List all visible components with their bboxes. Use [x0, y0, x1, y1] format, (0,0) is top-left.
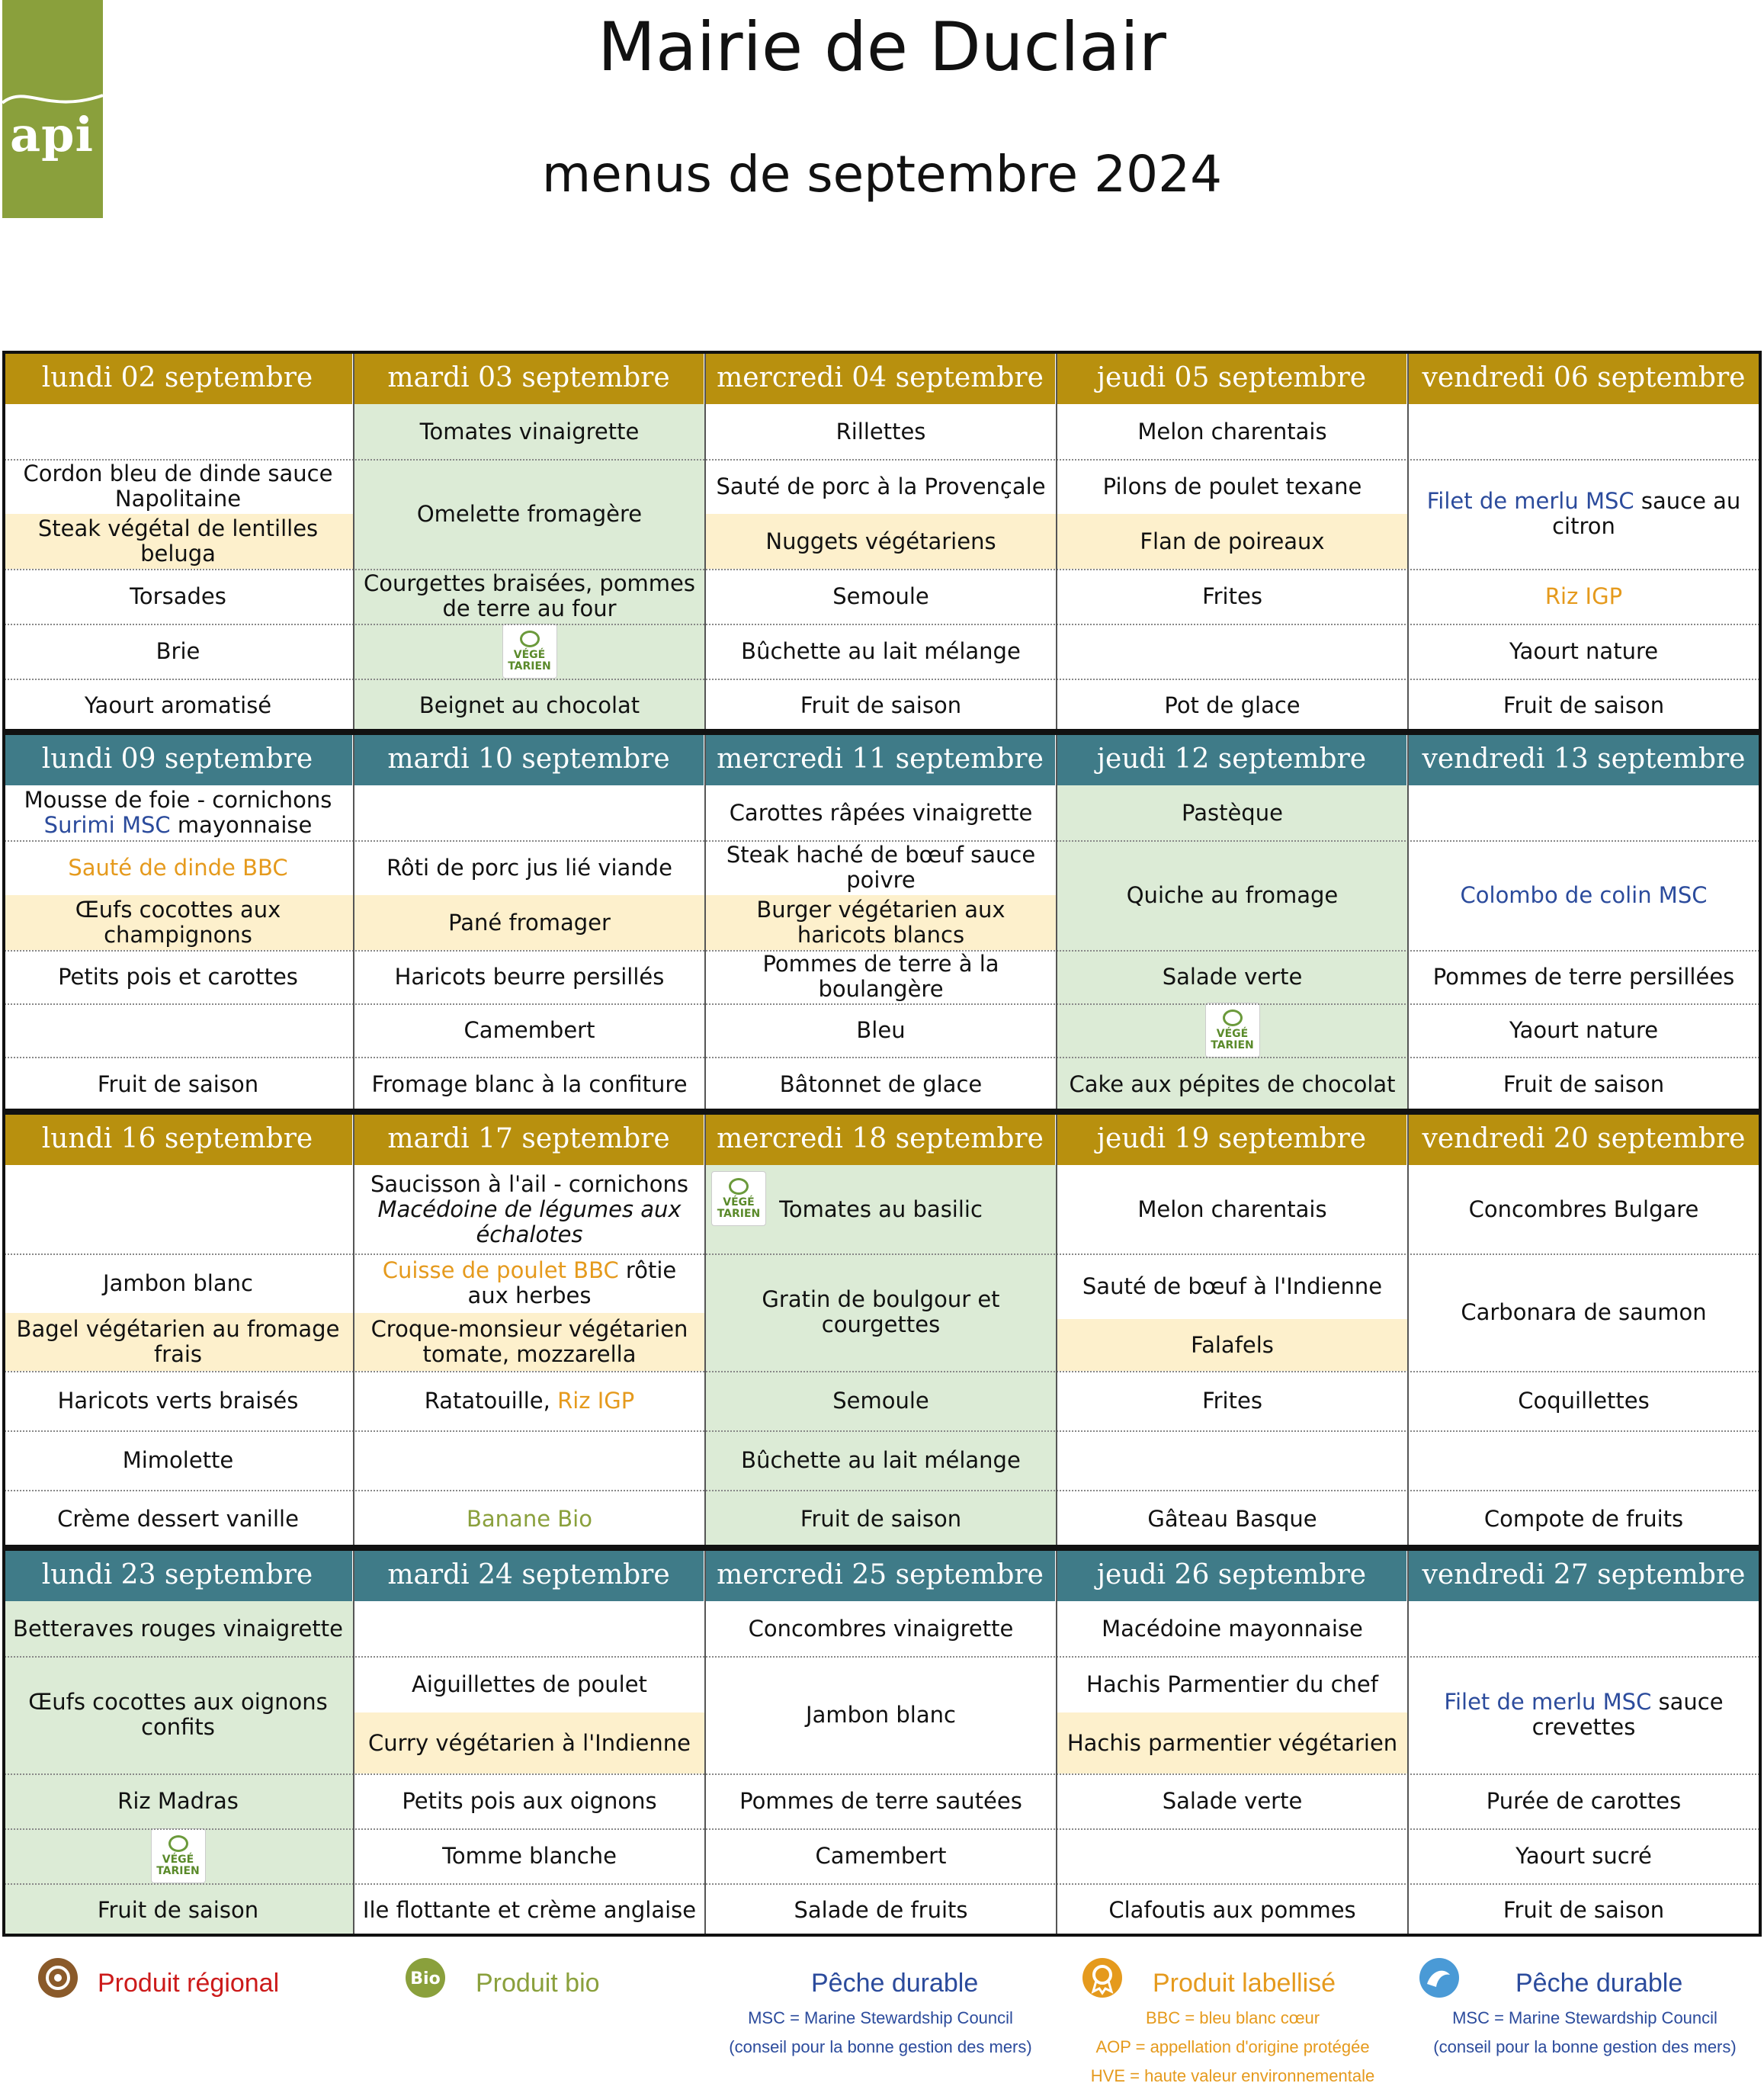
- day-header: vendredi 20 septembre: [1422, 1122, 1746, 1154]
- legend-line: HVE = haute valeur environnementale: [1090, 2066, 1375, 2085]
- entree: Tomates vinaigrette: [419, 418, 640, 445]
- plat-vegetarien: Croque-monsieur végétarien tomate, mozzarella: [354, 1313, 705, 1371]
- legend-item-regional: [0, 1952, 352, 2096]
- fromage: Camembert: [815, 1842, 947, 1869]
- day-header: lundi 23 septembre: [2, 1548, 354, 1601]
- entree: Macédoine mayonnaise: [1102, 1615, 1363, 1642]
- plat-vegetarien: Hachis parmentier végétarien: [1057, 1712, 1408, 1773]
- plat-vegetarien: Flan de poireaux: [1057, 514, 1408, 569]
- dessert: Pot de glace: [1164, 692, 1301, 718]
- day-header: jeudi 05 septembre: [1057, 351, 1408, 404]
- dessert: Compote de fruits: [1483, 1505, 1684, 1532]
- plat: Omelette fromagère: [416, 500, 643, 527]
- entree: Melon charentais: [1137, 418, 1327, 445]
- label-icon: [1081, 1956, 1124, 1999]
- day-header: mardi 24 septembre: [354, 1548, 705, 1601]
- legend-label: Produit labellisé: [1153, 1969, 1336, 1998]
- fromage: Bleu: [856, 1016, 906, 1043]
- plat: Jambon blanc: [103, 1269, 253, 1296]
- day-header: mardi 17 septembre: [354, 1112, 705, 1165]
- accompagnement: Salade verte: [1162, 1787, 1303, 1814]
- plat: Filet de merlu MSC sauce au citron: [1426, 488, 1741, 539]
- fromage: Camembert: [463, 1016, 595, 1043]
- dessert: Gâteau Basque: [1147, 1505, 1317, 1532]
- legend-line: (conseil pour la bonne gestion des mers): [1433, 2037, 1737, 2056]
- accompagnement: Pommes de terre persillées: [1432, 963, 1735, 990]
- legend-line: MSC = Marine Stewardship Council: [748, 2008, 1013, 2027]
- accompagnement: Pommes de terre à la boulangère: [762, 951, 999, 1002]
- accompagnement: Purée de carottes: [1486, 1787, 1682, 1814]
- vegetarien-icon: VÉGÉ TARIEN: [502, 624, 557, 679]
- entree: Betteraves rouges vinaigrette: [13, 1615, 343, 1642]
- plat-vegetarien: Curry végétarien à l'Indienne: [354, 1712, 705, 1773]
- dessert: Fruit de saison: [800, 1505, 962, 1532]
- plat: Jambon blanc: [806, 1701, 956, 1728]
- dessert: Fromage blanc à la confiture: [371, 1070, 688, 1097]
- wave-icon: [1418, 1956, 1461, 1999]
- dessert: Clafoutis aux pommes: [1108, 1896, 1356, 1923]
- plat-vegetarien: Falafels: [1057, 1319, 1408, 1371]
- regional-icon: [37, 1956, 79, 1999]
- page-subtitle: menus de septembre 2024: [541, 145, 1223, 204]
- entree: Concombres vinaigrette: [748, 1615, 1014, 1642]
- plat: Aiguillettes de poulet: [412, 1671, 647, 1697]
- accompagnement: Courgettes braisées, pommes de terre au four: [363, 570, 696, 621]
- dessert: Cake aux pépites de chocolat: [1069, 1070, 1396, 1097]
- plat: Hachis Parmentier du chef: [1086, 1671, 1378, 1697]
- legend-line: AOP = appellation d'origine protégée: [1095, 2037, 1370, 2056]
- fromage: Yaourt sucré: [1515, 1842, 1652, 1869]
- fromage: Mimolette: [122, 1446, 234, 1473]
- day-header: mardi 03 septembre: [354, 351, 705, 404]
- legend-label: Pêche durable: [811, 1969, 979, 1998]
- fromage: Yaourt nature: [1509, 1016, 1659, 1043]
- fromage: Yaourt nature: [1509, 637, 1659, 664]
- entree: Saucisson à l'ail - cornichons Macédoine de légumes aux échalotes: [370, 1170, 689, 1247]
- accompagnement: Petits pois aux oignons: [402, 1787, 657, 1814]
- plat: Pilons de poulet texane: [1102, 473, 1362, 499]
- legend-line: MSC = Marine Stewardship Council: [1452, 2008, 1717, 2027]
- day-header: lundi 02 septembre: [2, 351, 354, 404]
- legend: [0, 1952, 1764, 2096]
- legend-item-bio: [352, 1952, 704, 2096]
- fromage: Bûchette au lait mélange: [741, 637, 1021, 664]
- accompagnement: Salade verte: [1162, 963, 1303, 990]
- plat: Rôti de porc jus lié viande: [386, 854, 672, 881]
- accompagnement: Semoule: [832, 1387, 929, 1414]
- plat-vegetarien: Nuggets végétariens: [705, 514, 1057, 569]
- vegetarien-icon: VÉGÉ TARIEN: [711, 1171, 766, 1226]
- accompagnement: Riz IGP: [1544, 583, 1623, 609]
- legend-label: Produit bio: [476, 1969, 600, 1998]
- plat-vegetarien: Œufs cocottes aux champignons: [2, 895, 354, 950]
- plat: Sauté de bœuf à l'Indienne: [1082, 1273, 1383, 1299]
- day-header: vendredi 13 septembre: [1422, 743, 1746, 775]
- dessert: Fruit de saison: [97, 1896, 259, 1923]
- dessert: Bâtonnet de glace: [779, 1070, 983, 1097]
- vegetarien-icon: VÉGÉ TARIEN: [1205, 1003, 1260, 1058]
- plat: Steak haché de bœuf sauce poivre: [726, 842, 1036, 893]
- day-header: vendredi 06 septembre: [1422, 361, 1746, 393]
- accompagnement: Pommes de terre sautées: [739, 1787, 1022, 1814]
- plat: Œufs cocottes aux oignons confits: [28, 1689, 328, 1740]
- plat-vegetarien: Steak végétal de lentilles beluga: [2, 514, 354, 569]
- entree: Concombres Bulgare: [1468, 1196, 1699, 1222]
- legend-label: Produit régional: [98, 1969, 280, 1998]
- day-header: jeudi 19 septembre: [1057, 1112, 1408, 1165]
- plat: Colombo de colin MSC: [1460, 881, 1708, 908]
- day-header: jeudi 12 septembre: [1057, 732, 1408, 785]
- entree: Pastèque: [1182, 799, 1283, 826]
- day-header: mercredi 11 septembre: [705, 732, 1057, 785]
- legend-item-peche-durable-2: [1409, 1952, 1761, 2096]
- accompagnement: Torsades: [130, 583, 226, 609]
- plat: Quiche au fromage: [1126, 881, 1339, 908]
- accompagnement: Riz Madras: [117, 1787, 239, 1814]
- fromage: Bûchette au lait mélange: [741, 1446, 1021, 1473]
- entree: VÉGÉ TARIEN Tomates au basilic: [705, 1165, 1057, 1253]
- accompagnement: Coquillettes: [1518, 1387, 1650, 1414]
- plat: Gratin de boulgour et courgettes: [762, 1286, 1000, 1337]
- day-header: lundi 09 septembre: [2, 732, 354, 785]
- accompagnement: Semoule: [832, 583, 929, 609]
- dessert: Fruit de saison: [1503, 692, 1665, 718]
- day-header: mercredi 25 septembre: [705, 1548, 1057, 1601]
- plat: Cordon bleu de dinde sauce Napolitaine: [23, 461, 333, 512]
- plat: Sauté de porc à la Provençale: [716, 473, 1046, 499]
- plat: Sauté de dinde BBC: [68, 854, 288, 881]
- accompagnement: Haricots verts braisés: [57, 1387, 299, 1414]
- entree: Mousse de foie - cornichons Surimi MSC mayonnaise: [24, 787, 332, 838]
- dessert: Fruit de saison: [1503, 1896, 1665, 1923]
- svg-text:Bio: Bio: [410, 1969, 441, 1988]
- vegetarien-icon: VÉGÉ TARIEN: [151, 1828, 206, 1883]
- dessert: Banane Bio: [467, 1505, 592, 1532]
- logo-text: api: [10, 107, 95, 162]
- accompagnement: Haricots beurre persillés: [394, 963, 665, 990]
- dessert: Crème dessert vanille: [57, 1505, 299, 1532]
- legend-line: (conseil pour la bonne gestion des mers): [729, 2037, 1032, 2056]
- accompagnement: Frites: [1202, 1387, 1262, 1414]
- day-header: mercredi 18 septembre: [705, 1112, 1057, 1165]
- plat-vegetarien: Pané fromager: [354, 895, 705, 950]
- legend-item-labellise: [1057, 1952, 1409, 2096]
- dessert: Fruit de saison: [800, 692, 962, 718]
- page-title: Mairie de Duclair: [598, 8, 1166, 86]
- dessert: Beignet au chocolat: [419, 692, 640, 718]
- day-header: mercredi 04 septembre: [705, 351, 1057, 404]
- accompagnement: Ratatouille, Riz IGP: [424, 1387, 635, 1414]
- day-header: jeudi 26 septembre: [1057, 1548, 1408, 1601]
- plat: Carbonara de saumon: [1461, 1298, 1707, 1325]
- plat-vegetarien: Burger végétarien aux haricots blancs: [705, 895, 1057, 950]
- fromage: Tomme blanche: [442, 1842, 617, 1869]
- dessert: Fruit de saison: [97, 1070, 259, 1097]
- legend-item-peche-durable: [704, 1952, 1057, 2096]
- day-header: mardi 10 septembre: [354, 732, 705, 785]
- accompagnement: Petits pois et carottes: [58, 963, 298, 990]
- accompagnement: Frites: [1202, 583, 1262, 609]
- dessert: Salade de fruits: [794, 1896, 968, 1923]
- entree: Melon charentais: [1137, 1196, 1327, 1222]
- legend-label: Pêche durable: [1515, 1969, 1683, 1998]
- plat: Filet de merlu MSC sauce crevettes: [1444, 1689, 1724, 1740]
- dessert: Fruit de saison: [1503, 1070, 1665, 1097]
- fromage: Brie: [156, 637, 200, 664]
- plat-vegetarien: Bagel végétarien au fromage frais: [2, 1313, 354, 1371]
- dessert: Yaourt aromatisé: [84, 692, 272, 718]
- bio-icon: [404, 1956, 447, 1999]
- entree: Rillettes: [835, 418, 926, 445]
- entree: Carottes râpées vinaigrette: [729, 799, 1033, 826]
- dessert: Ile flottante et crème anglaise: [362, 1896, 697, 1923]
- day-header: vendredi 27 septembre: [1422, 1558, 1746, 1590]
- plat: Cuisse de poulet BBC rôtie aux herbes: [382, 1257, 677, 1308]
- legend-line: BBC = bleu blanc cœur: [1145, 2008, 1320, 2027]
- day-header: lundi 16 septembre: [2, 1112, 354, 1165]
